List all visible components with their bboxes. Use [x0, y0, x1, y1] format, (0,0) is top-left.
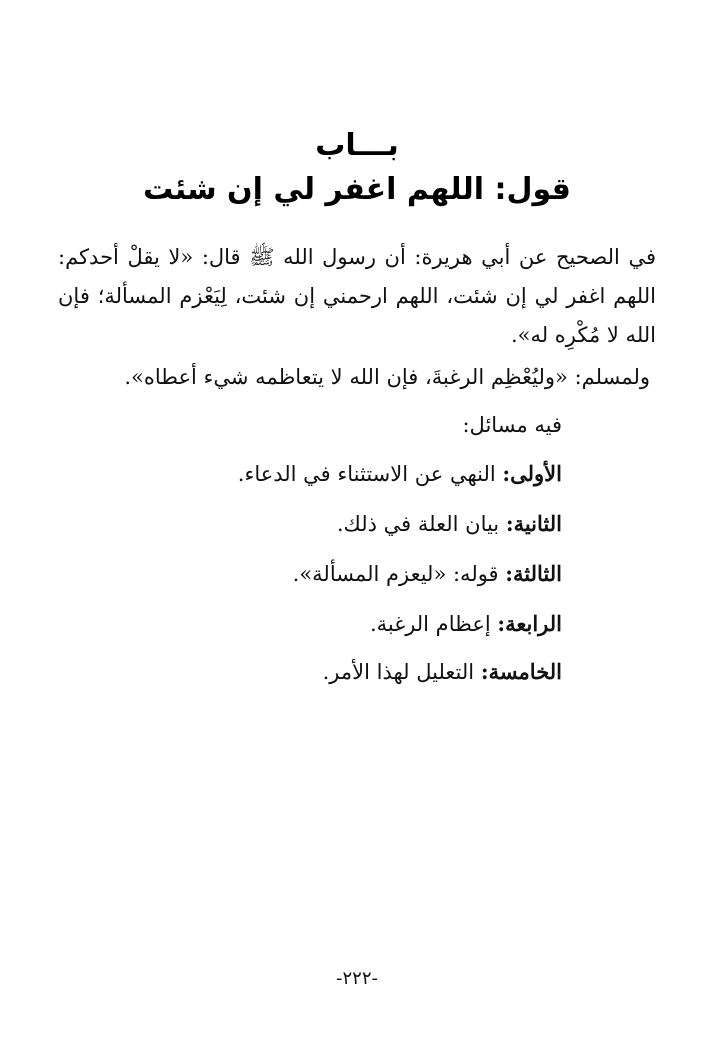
issue-text: التعليل لهذا الأمر. — [322, 660, 481, 684]
chapter-title: قول: اللهم اغفر لي إن شئت — [143, 172, 571, 207]
issue-item-fifth — [323, 652, 562, 692]
hadith-paragraph: في الصحيح عن أبي هريرة: أن رسول الله ﷺ قال: «لا يقلْ أحدكم: اللهم اغفر لي إن شئت، اللهم ارحمني إن شئت، لِيَعْزم المسألة؛ فإن الله لا مُكْرِه له». — [58, 245, 656, 347]
issue-item-first — [238, 454, 562, 494]
issue-text: النهي عن الاستثناء في الدعاء. — [237, 462, 503, 486]
muslim-narration-paragraph: ولمسلم: «وليُعْظِم الرغبةَ، فإن الله لا يتعاظمه شيء أعطاه». — [124, 365, 650, 389]
issue-text: إعظام الرغبة. — [369, 612, 498, 636]
issue-text: قوله: «ليعزم المسألة». — [292, 562, 506, 586]
page-number: -٢٢٢- — [335, 968, 378, 989]
issues-heading: فيه مسائل: — [462, 413, 562, 437]
issue-label: الرابعة: — [497, 611, 562, 636]
issue-label: الخامسة: — [480, 659, 562, 684]
chapter-label: بـــاب — [315, 128, 399, 163]
issue-label: الأولى: — [502, 461, 562, 486]
issue-item-fourth — [370, 604, 562, 644]
issue-item-second — [337, 504, 562, 544]
issue-label: الثانية: — [505, 511, 562, 536]
issue-label: الثالثة: — [505, 561, 562, 586]
issue-item-third — [293, 554, 562, 594]
issue-text: بيان العلة في ذلك. — [336, 512, 506, 536]
